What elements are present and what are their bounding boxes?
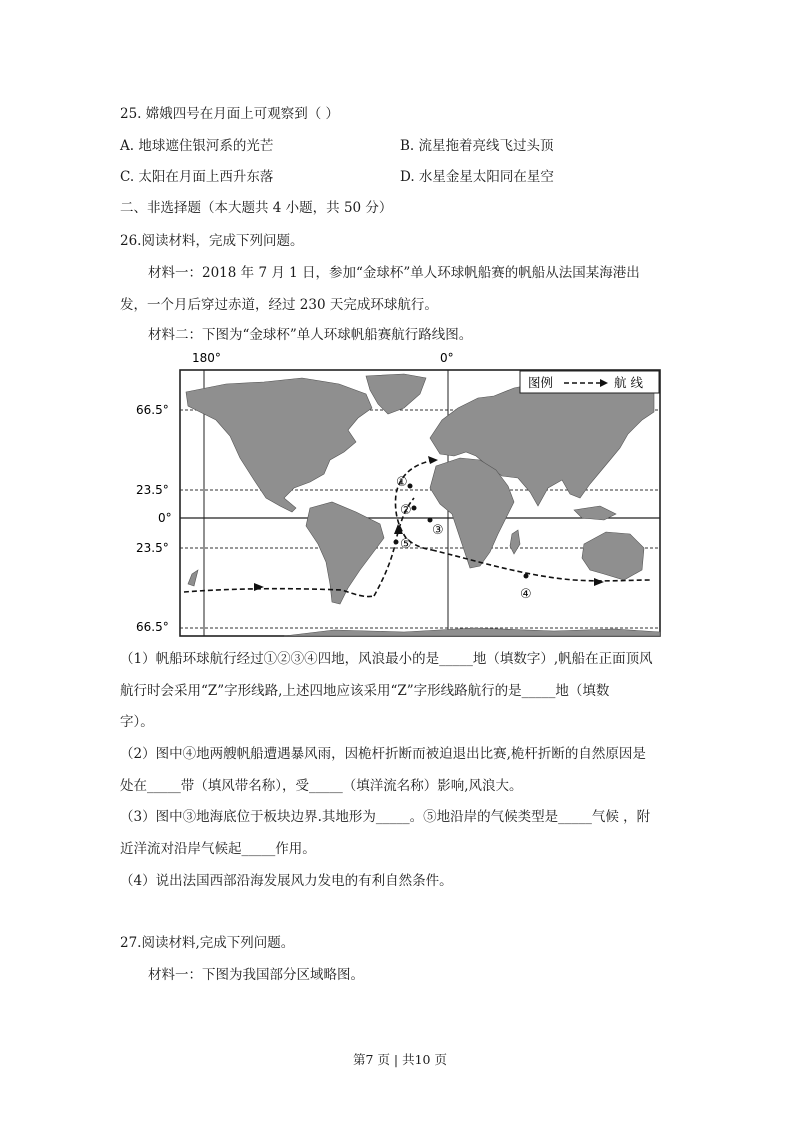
point-label-5: ⑤ [400, 537, 412, 552]
q27-stem: 27.阅读材料,完成下列问题。 [120, 935, 295, 951]
q26-sub1-line1: （1）帆船环球航行经过①②③④四地，风浪最小的是_____地（填数字）,帆船在正面顶风 [120, 651, 653, 667]
point-marker-3 [428, 518, 433, 523]
q26-sub4: （4）说出法国西部沿海发展风力发电的有利自然条件。 [120, 873, 453, 889]
q26-sub3-line1: （3）图中③地海底位于板块边界.其地形为_____。⑤地沿岸的气候类型是_____气候 ，附 [120, 809, 651, 825]
q26-material2: 材料二：下图为“金球杯”单人环球帆船赛航行路线图。 [148, 327, 473, 343]
point-label-3: ③ [432, 523, 444, 538]
section2-heading: 二、非选择题（本大题共 4 小题，共 50 分） [120, 200, 393, 216]
map-lon-label-180: 180° [192, 351, 221, 365]
q26-sub2-line1: （2）图中④地两艘帆船遭遇暴风雨，因桅杆折断而被迫退出比赛,桅杆折断的自然原因是 [120, 746, 646, 762]
q26-sub1-line3: 字）。 [120, 714, 154, 730]
q26-sub2-line2: 处在_____带（填风带名称），受_____（填洋流名称）影响,风浪大。 [120, 778, 523, 794]
map-lat-label-0: 0° [158, 511, 172, 525]
page-footer: 第7 页 | 共10 页 [353, 1052, 447, 1067]
q25-option-d: D. 水星金星太阳同在星空 [400, 169, 554, 185]
legend-title: 图例 [528, 375, 554, 390]
q25-option-a: A. 地球遮住银河系的光芒 [120, 138, 274, 154]
point-marker-1 [408, 484, 413, 489]
q26-stem: 26.阅读材料，完成下列问题。 [120, 233, 304, 249]
point-marker-5 [394, 540, 399, 545]
point-label-4: ④ [520, 587, 532, 602]
point-marker-4 [524, 574, 529, 579]
q25-option-b: B. 流星拖着亮线飞过头顶 [400, 138, 554, 154]
point-label-2: ② [400, 503, 412, 518]
q26-material1-line1: 材料一：2018 年 7 月 1 日，参加“金球杯”单人环球帆船赛的帆船从法国某海港出 [148, 265, 640, 281]
map-legend [520, 371, 659, 393]
sailing-route-map [134, 348, 664, 640]
legend-label: 航 线 [614, 375, 643, 390]
map-lat-label-66s: 66.5° [136, 620, 169, 634]
q26-material1-line2: 发，一个月后穿过赤道，经过 230 天完成环球航行。 [120, 297, 438, 313]
point-marker-2 [412, 506, 417, 511]
q26-sub3-line2: 近洋流对沿岸气候起_____作用。 [120, 841, 316, 857]
point-label-1: ① [396, 475, 408, 490]
map-lat-label-23n: 23.5° [136, 483, 169, 497]
map-lon-label-0: 0° [440, 351, 454, 365]
q26-sub1-line2: 航行时会采用“Z”字形线路,上述四地应该采用“Z”字形线路航行的是_____地（填数 [120, 683, 610, 699]
q25-stem: 25. 嫦娥四号在月面上可观察到（ ） [120, 106, 340, 122]
map-lat-label-66n: 66.5° [136, 403, 169, 417]
q25-option-c: C. 太阳在月面上西升东落 [120, 169, 274, 185]
map-lat-label-23s: 23.5° [136, 541, 169, 555]
q27-material1: 材料一：下图为我国部分区域略图。 [148, 967, 364, 983]
